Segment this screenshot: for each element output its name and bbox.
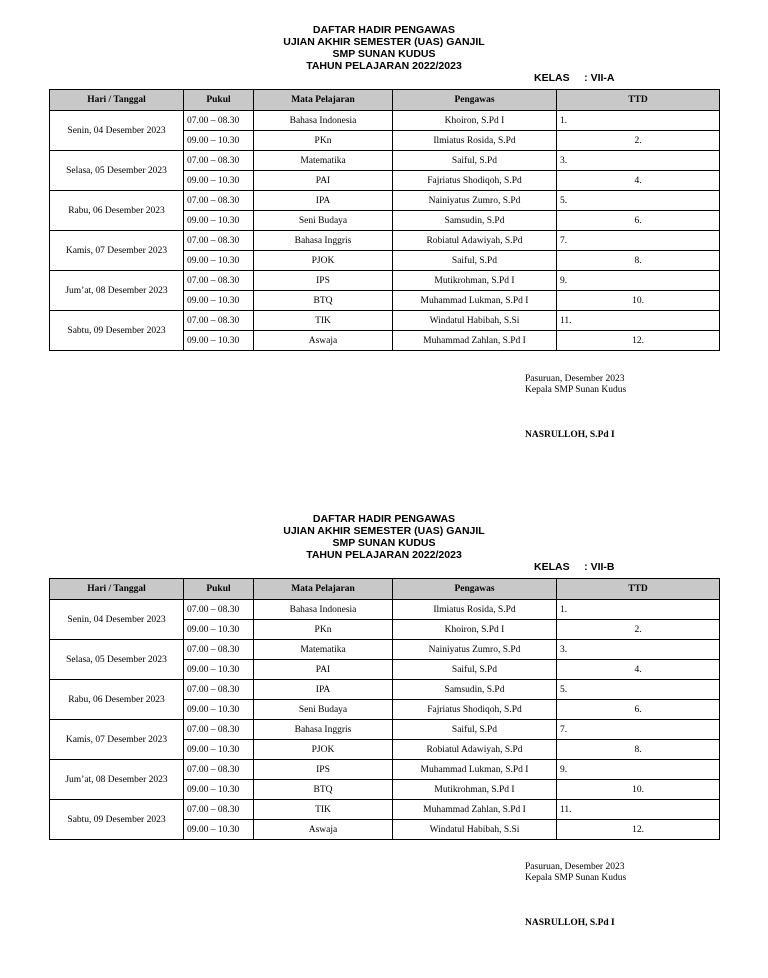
document-title [0, 513, 768, 561]
principal-name: NASRULLOH, S.Pd I [525, 918, 615, 928]
header-signature: TTD [557, 90, 720, 111]
header-day: Hari / Tanggal [50, 90, 184, 111]
proctor-cell: Windatul Habibah, S.Si [393, 820, 557, 840]
principal-name: NASRULLOH, S.Pd I [525, 430, 615, 440]
signature-cell: 2. [557, 131, 720, 151]
time-cell: 09.00 – 10.30 [184, 740, 254, 760]
day-date-cell: Senin, 04 Desember 2023 [50, 111, 184, 151]
title-line-2: UJIAN AKHIR SEMESTER (UAS) GANJIL [283, 525, 485, 537]
subject-cell: PAI [254, 660, 393, 680]
table-row [50, 151, 720, 171]
table-row [50, 111, 720, 131]
table-row [50, 311, 720, 331]
subject-cell: Bahasa Indonesia [254, 111, 393, 131]
time-cell: 07.00 – 08.30 [184, 111, 254, 131]
header-signature: TTD [557, 579, 720, 600]
signature-cell: 9. [557, 271, 720, 291]
day-date-cell: Senin, 04 Desember 2023 [50, 600, 184, 640]
time-cell: 09.00 – 10.30 [184, 131, 254, 151]
signature-block [525, 374, 626, 396]
proctor-cell: Ilmiatus Rosida, S.Pd [393, 600, 557, 620]
proctor-cell: Mutikrohman, S.Pd I [393, 271, 557, 291]
proctor-cell: Fajriatus Shodiqoh, S.Pd [393, 700, 557, 720]
subject-cell: TIK [254, 311, 393, 331]
proctor-cell: Samsudin, S.Pd [393, 211, 557, 231]
time-cell: 07.00 – 08.30 [184, 311, 254, 331]
day-date-cell: Jum’at, 08 Desember 2023 [50, 760, 184, 800]
proctor-cell: Saiful, S.Pd [393, 151, 557, 171]
table-row [50, 760, 720, 780]
header-time: Pukul [184, 579, 254, 600]
time-cell: 09.00 – 10.30 [184, 331, 254, 351]
proctor-cell: Fajriatus Shodiqoh, S.Pd [393, 171, 557, 191]
signature-cell: 5. [557, 191, 720, 211]
subject-cell: Bahasa Indonesia [254, 600, 393, 620]
signer-position: Kepala SMP Sunan Kudus [525, 873, 627, 883]
signature-cell: 10. [557, 780, 720, 800]
document-title [0, 24, 768, 72]
table-row [50, 680, 720, 700]
proctor-cell: Robiatul Adawiyah, S.Pd [393, 231, 557, 251]
time-cell: 09.00 – 10.30 [184, 620, 254, 640]
proctor-cell: Robiatul Adawiyah, S.Pd [393, 740, 557, 760]
time-cell: 09.00 – 10.30 [184, 700, 254, 720]
time-cell: 07.00 – 08.30 [184, 151, 254, 171]
subject-cell: PJOK [254, 740, 393, 760]
signature-cell: 1. [557, 111, 720, 131]
subject-cell: PJOK [254, 251, 393, 271]
proctor-cell: Ilmiatus Rosida, S.Pd [393, 131, 557, 151]
place-date: Pasuruan, Desember 2023 [525, 374, 625, 384]
subject-cell: Aswaja [254, 820, 393, 840]
time-cell: 07.00 – 08.30 [184, 720, 254, 740]
time-cell: 09.00 – 10.30 [184, 820, 254, 840]
signature-cell: 12. [557, 331, 720, 351]
table-row [50, 720, 720, 740]
proctor-cell: Muhammad Lukman, S.Pd I [393, 760, 557, 780]
proctor-cell: Muhammad Zahlan, S.Pd I [393, 800, 557, 820]
subject-cell: PKn [254, 620, 393, 640]
table-row [50, 640, 720, 660]
signature-block [525, 862, 626, 884]
proctor-cell: Khoiron, S.Pd I [393, 620, 557, 640]
table-header-row [50, 90, 720, 111]
subject-cell: TIK [254, 800, 393, 820]
signature-cell: 3. [557, 640, 720, 660]
table-row [50, 271, 720, 291]
subject-cell: IPA [254, 191, 393, 211]
signature-cell: 11. [557, 800, 720, 820]
subject-cell: Seni Budaya [254, 700, 393, 720]
table-row [50, 800, 720, 820]
subject-cell: BTQ [254, 780, 393, 800]
signature-cell: 5. [557, 680, 720, 700]
subject-cell: Bahasa Inggris [254, 720, 393, 740]
signature-cell: 11. [557, 311, 720, 331]
day-date-cell: Sabtu, 09 Desember 2023 [50, 311, 184, 351]
place-date: Pasuruan, Desember 2023 [525, 862, 625, 872]
signature-cell: 12. [557, 820, 720, 840]
proctor-cell: Muhammad Zahlan, S.Pd I [393, 331, 557, 351]
signature-cell: 6. [557, 700, 720, 720]
day-date-cell: Rabu, 06 Desember 2023 [50, 680, 184, 720]
signature-cell: 10. [557, 291, 720, 311]
subject-cell: Seni Budaya [254, 211, 393, 231]
time-cell: 09.00 – 10.30 [184, 291, 254, 311]
table-row [50, 600, 720, 620]
signature-cell: 3. [557, 151, 720, 171]
title-line-3: SMP SUNAN KUDUS [332, 537, 436, 549]
time-cell: 07.00 – 08.30 [184, 271, 254, 291]
time-cell: 09.00 – 10.30 [184, 211, 254, 231]
subject-cell: Aswaja [254, 331, 393, 351]
signature-cell: 4. [557, 660, 720, 680]
proctor-cell: Saiful, S.Pd [393, 660, 557, 680]
header-subject: Mata Pelajaran [254, 90, 393, 111]
title-line-1: DAFTAR HADIR PENGAWAS [312, 24, 456, 36]
signature-cell: 8. [557, 740, 720, 760]
class-label: KELAS : VII-A [534, 72, 615, 84]
subject-cell: PAI [254, 171, 393, 191]
header-proctor: Pengawas [393, 90, 557, 111]
title-line-4: TAHUN PELAJARAN 2022/2023 [306, 60, 462, 72]
proctor-cell: Saiful, S.Pd [393, 720, 557, 740]
time-cell: 07.00 – 08.30 [184, 231, 254, 251]
subject-cell: IPA [254, 680, 393, 700]
day-date-cell: Sabtu, 09 Desember 2023 [50, 800, 184, 840]
day-date-cell: Kamis, 07 Desember 2023 [50, 231, 184, 271]
proctor-cell: Saiful, S.Pd [393, 251, 557, 271]
subject-cell: IPS [254, 760, 393, 780]
proctor-cell: Windatul Habibah, S.Si [393, 311, 557, 331]
signature-cell: 6. [557, 211, 720, 231]
time-cell: 07.00 – 08.30 [184, 760, 254, 780]
signature-cell: 8. [557, 251, 720, 271]
signature-cell: 7. [557, 720, 720, 740]
subject-cell: Matematika [254, 640, 393, 660]
header-time: Pukul [184, 90, 254, 111]
subject-cell: Bahasa Inggris [254, 231, 393, 251]
subject-cell: Matematika [254, 151, 393, 171]
time-cell: 09.00 – 10.30 [184, 780, 254, 800]
subject-cell: IPS [254, 271, 393, 291]
proctor-table [49, 578, 720, 840]
time-cell: 07.00 – 08.30 [184, 600, 254, 620]
time-cell: 07.00 – 08.30 [184, 191, 254, 211]
time-cell: 09.00 – 10.30 [184, 660, 254, 680]
proctor-cell: Muhammad Lukman, S.Pd I [393, 291, 557, 311]
day-date-cell: Selasa, 05 Desember 2023 [50, 151, 184, 191]
header-day: Hari / Tanggal [50, 579, 184, 600]
time-cell: 09.00 – 10.30 [184, 171, 254, 191]
subject-cell: PKn [254, 131, 393, 151]
signature-cell: 1. [557, 600, 720, 620]
table-row [50, 231, 720, 251]
signature-cell: 2. [557, 620, 720, 640]
signer-position: Kepala SMP Sunan Kudus [525, 385, 627, 395]
time-cell: 07.00 – 08.30 [184, 640, 254, 660]
table-header-row [50, 579, 720, 600]
signature-cell: 4. [557, 171, 720, 191]
day-date-cell: Jum’at, 08 Desember 2023 [50, 271, 184, 311]
signature-cell: 7. [557, 231, 720, 251]
time-cell: 09.00 – 10.30 [184, 251, 254, 271]
time-cell: 07.00 – 08.30 [184, 800, 254, 820]
proctor-cell: Nainiyatus Zumro, S.Pd [393, 191, 557, 211]
proctor-cell: Mutikrohman, S.Pd I [393, 780, 557, 800]
title-line-2: UJIAN AKHIR SEMESTER (UAS) GANJIL [283, 36, 485, 48]
class-label: KELAS : VII-B [534, 561, 615, 573]
header-subject: Mata Pelajaran [254, 579, 393, 600]
title-line-3: SMP SUNAN KUDUS [332, 48, 436, 60]
title-line-4: TAHUN PELAJARAN 2022/2023 [306, 549, 462, 561]
day-date-cell: Selasa, 05 Desember 2023 [50, 640, 184, 680]
proctor-cell: Khoiron, S.Pd I [393, 111, 557, 131]
signature-cell: 9. [557, 760, 720, 780]
proctor-table [49, 89, 720, 351]
subject-cell: BTQ [254, 291, 393, 311]
proctor-cell: Samsudin, S.Pd [393, 680, 557, 700]
table-row [50, 191, 720, 211]
header-proctor: Pengawas [393, 579, 557, 600]
day-date-cell: Kamis, 07 Desember 2023 [50, 720, 184, 760]
title-line-1: DAFTAR HADIR PENGAWAS [312, 513, 456, 525]
proctor-cell: Nainiyatus Zumro, S.Pd [393, 640, 557, 660]
time-cell: 07.00 – 08.30 [184, 680, 254, 700]
day-date-cell: Rabu, 06 Desember 2023 [50, 191, 184, 231]
